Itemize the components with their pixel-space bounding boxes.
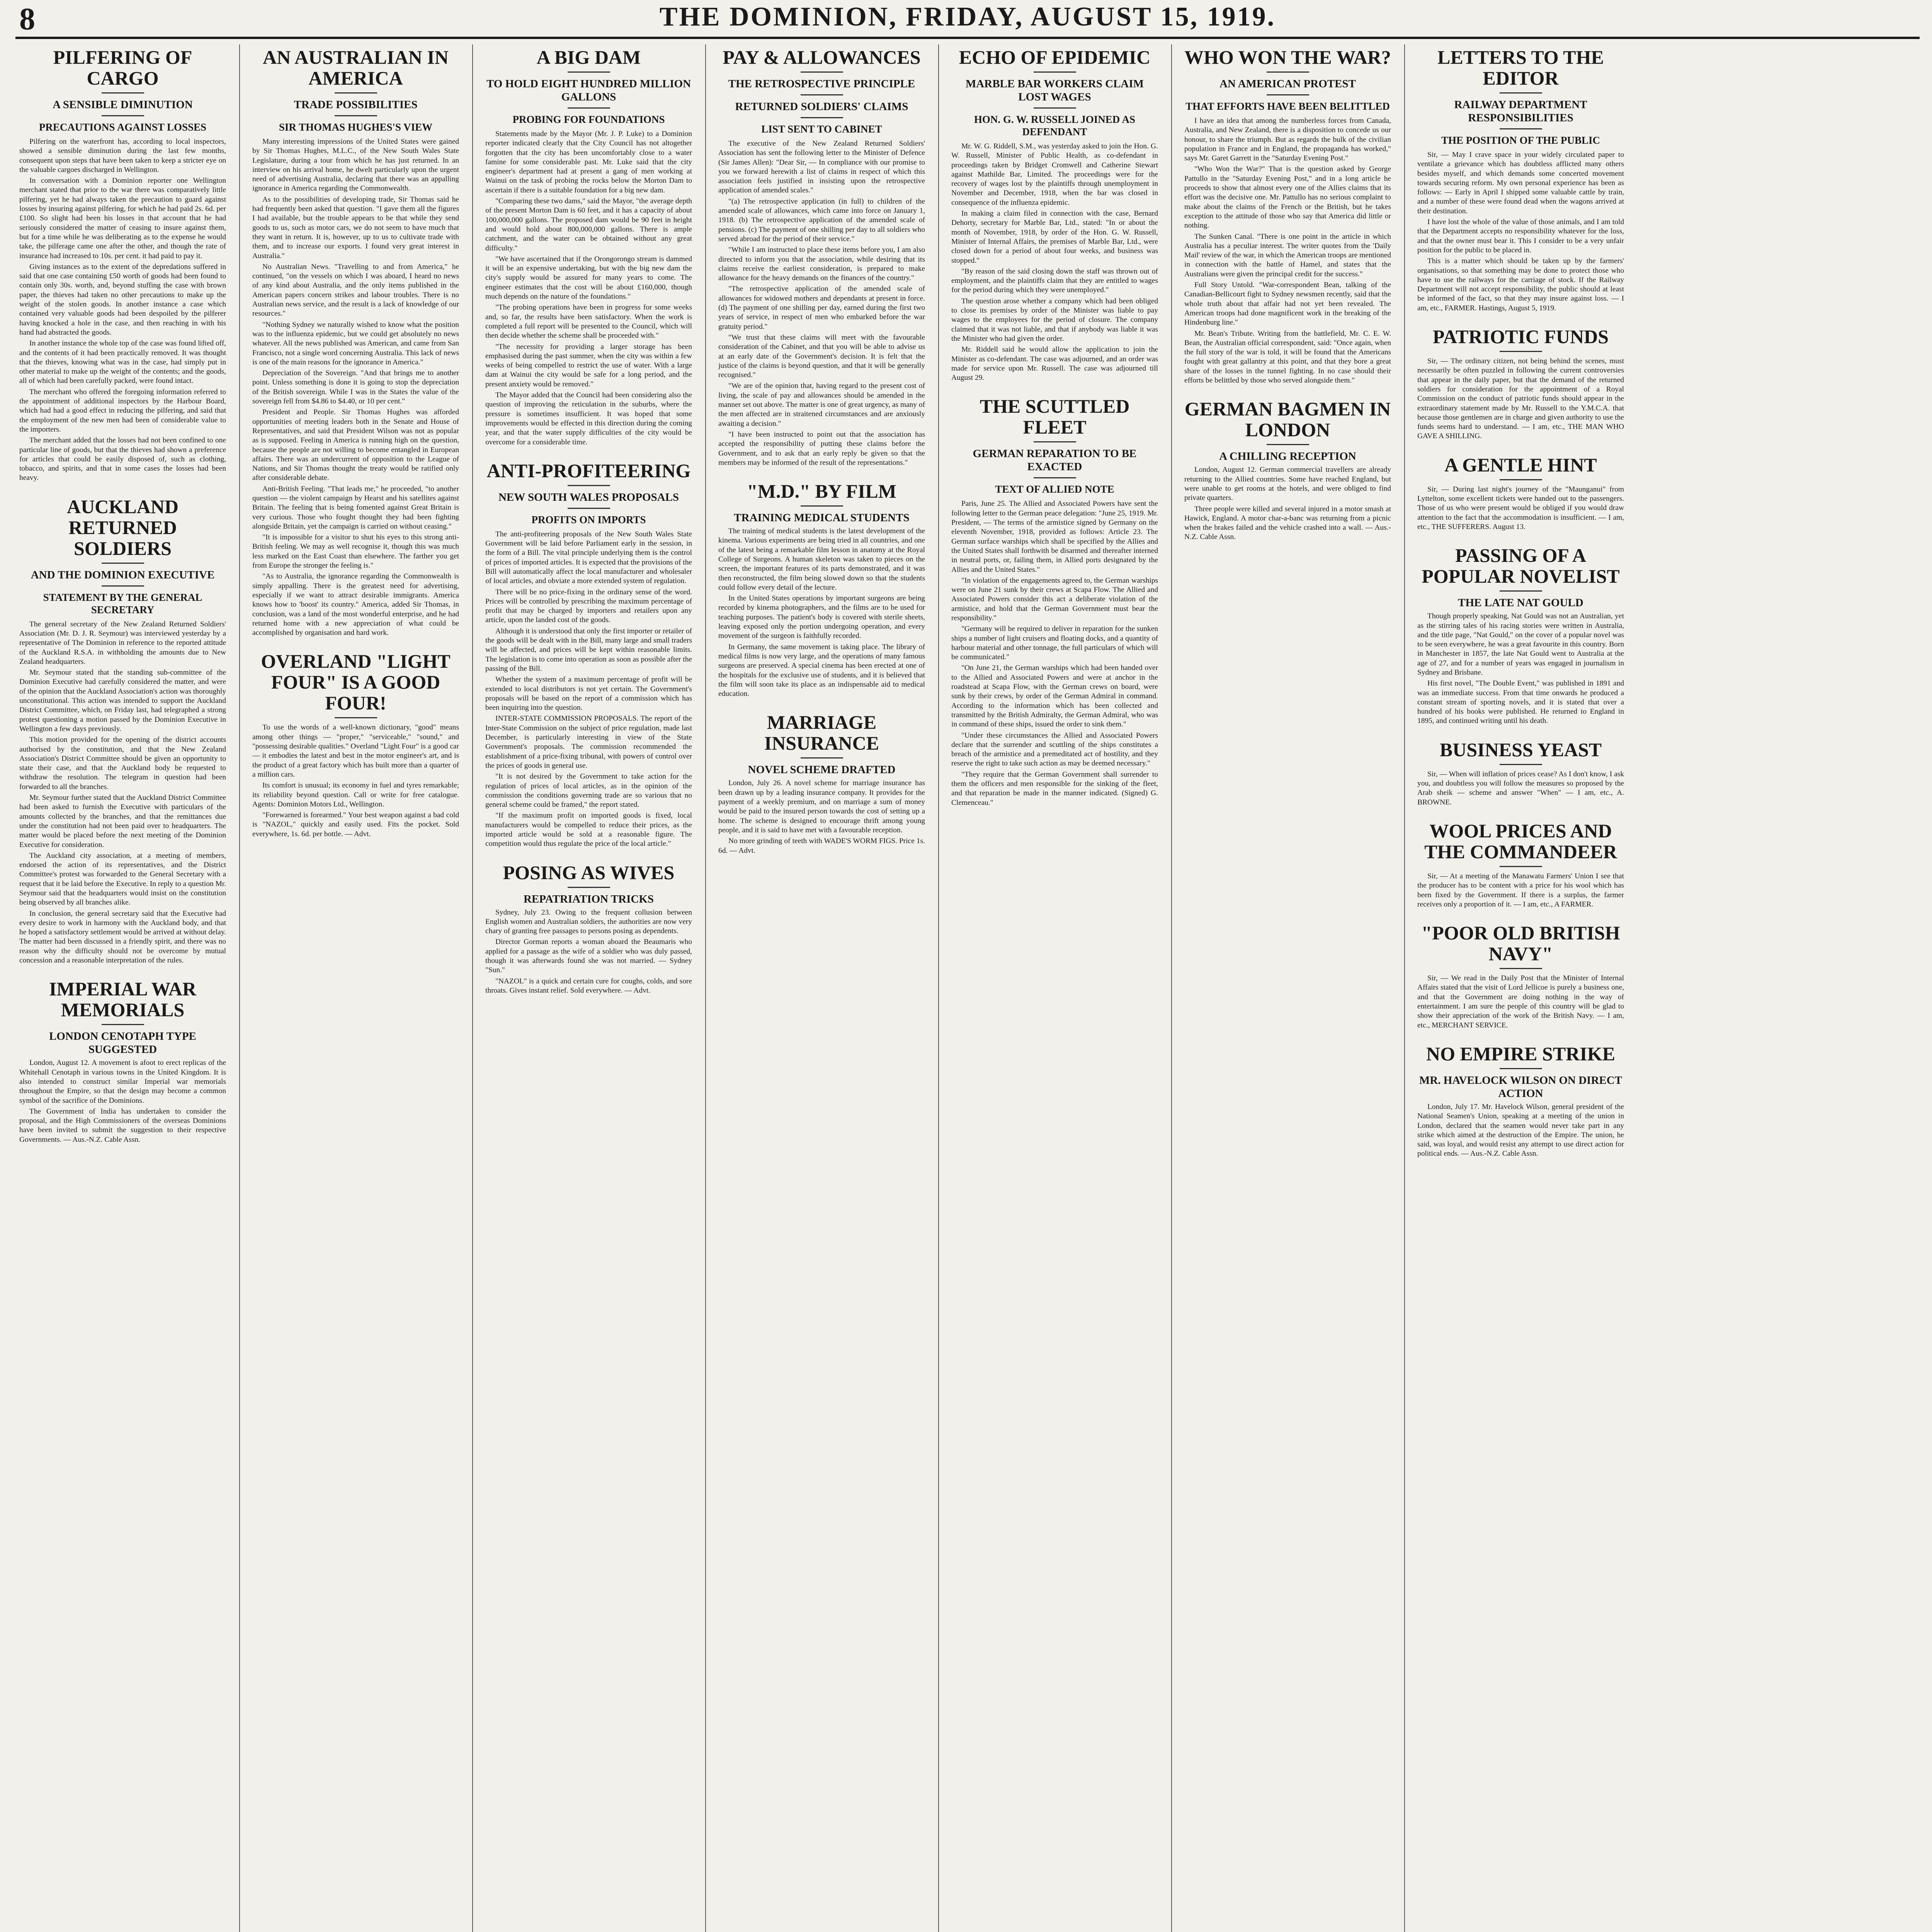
headline: "POOR OLD BRITISH NAVY" xyxy=(1421,922,1620,965)
subheadline: HON. G. W. RUSSELL JOINED AS DEFENDANT xyxy=(974,114,1136,138)
heading-divider xyxy=(1267,444,1309,445)
heading-divider xyxy=(568,887,610,888)
article xyxy=(485,460,692,849)
heading-divider xyxy=(801,71,843,73)
heading-divider xyxy=(1500,351,1542,352)
subheadline: RAILWAY DEPARTMENT RESPONSIBILITIES xyxy=(1454,99,1587,124)
article-paragraph: Director Gorman reports a woman aboard the Beaumaris who applied for a passage as the wife of a soldier who was duly passed, though it was afterwards found she was not married. — Sydney "Sun." xyxy=(485,938,692,975)
subheadline: LONDON CENOTAPH TYPE SUGGESTED xyxy=(49,1030,196,1056)
headline: AUCKLAND RETURNED SOLDIERS xyxy=(67,495,179,559)
article-paragraph: Sir, — We read in the Daily Post that the Minister of Internal Affairs stated that the visit of Lord Jellicoe is purely a business one, and that the Government are doing nothing in the way of entertainment. I am sure the people of this country will be glad to show their appreciation of the work of the British Navy. — I am, etc., MERCHANT SERVICE. xyxy=(1417,974,1624,1029)
article xyxy=(1417,326,1624,441)
article-paragraph: This is a matter which should be taken up by the farmers' organisations, so that something may be done to protect those who have to use the railways for the carriage of stock. If the Railway Department will not accept responsibility, the public should at least be informed of the fact, so that they may insure against loss. — I am, etc., FARMER. Hastings, August 5, 1919. xyxy=(1417,257,1624,312)
heading-divider xyxy=(1500,590,1542,592)
article-paragraph: "I have been instructed to point out that the association has accepted the responsibility of putting these claims before the Government, and to ask that an early reply be given so that the members may be informed of the result of the representations." xyxy=(718,430,925,467)
article-paragraph: The Sunken Canal. "There is one point in the article in which Australia has a peculiar interest. The writer quotes from the 'Daily Mail' review of the war, in which the American troops are mentioned in connection with the battle of Hamel, and states that the Australians were given the principal credit for the success." xyxy=(1184,232,1391,278)
headline: OVERLAND "LIGHT FOUR" IS A GOOD FOUR! xyxy=(261,650,451,714)
article-paragraph: The anti-profiteering proposals of the New South Wales State Government will be laid before Parliament early in the session, in the form of a Bill. The vital principle underlying them is the control of prices of imported articles. It is expected that the provisions of the Bill will automatically affect the local manufacturer and wholesaler of local articles, and obviate a more extended system of regulation. xyxy=(485,530,692,585)
article-paragraph: No more grinding of teeth with WADE'S WORM FIGS. Price 1s. 6d. — Advt. xyxy=(718,837,925,855)
article-paragraph: "We are of the opinion that, having regard to the present cost of living, the scale of pay and allowances should be amended in the manner set out above. The matter is one of great urgency, as many of the men affected are in straitened circumstances and are anxiously awaiting a decision." xyxy=(718,382,925,428)
article-paragraph: The general secretary of the New Zealand Returned Soldiers' Association (Mr. D. J. R. Seymour) was interviewed yesterday by a representative of The Dominion in reference to the reported attitude of the Auckland R.S.A. in withholding the amounts due to New Zealand headquarters. xyxy=(19,620,226,666)
article xyxy=(1417,922,1624,1030)
article xyxy=(19,47,226,483)
article-paragraph: "Germany will be required to deliver in reparation for the sunken ships a number of light cruisers and floating docks, and a quantity of harbour material and other tonnage, the full particulars of which will be communicated." xyxy=(951,625,1158,662)
heading-divider xyxy=(1500,479,1542,480)
article-paragraph: "By reason of the said closing down the staff was thrown out of employment, and the plaintiffs claim that they are entitled to wages for the period during which they were unemployed." xyxy=(951,267,1158,294)
headline: ECHO OF EPIDEMIC xyxy=(959,46,1151,68)
article-paragraph: Sir, — When will inflation of prices cease? As I don't know, I ask you, and doubtless you will follow the measures so proposed by the Arab sheik — scheme and answer "When" — I am, etc., A. BROWNE. xyxy=(1417,770,1624,806)
article-paragraph: Sir, — At a meeting of the Manawatu Farmers' Union I see that the producer has to be content with a price for his wool which has been fixed by the Government. If there is a surplus, the farmer receives only a proportion of it. — I am, etc., A FARMER. xyxy=(1417,872,1624,908)
heading-divider xyxy=(1034,107,1076,109)
heading-divider xyxy=(1267,71,1309,73)
column-3 xyxy=(481,44,696,1932)
article xyxy=(19,496,226,966)
heading-divider xyxy=(335,717,377,718)
subheadline: TRADE POSSIBILITIES xyxy=(294,99,418,111)
subheadline: LIST SENT TO CABINET xyxy=(761,123,882,135)
heading-divider xyxy=(1500,92,1542,94)
article xyxy=(1417,820,1624,909)
heading-divider xyxy=(801,757,843,759)
heading-divider xyxy=(102,1024,144,1025)
article xyxy=(1184,47,1391,385)
heading-divider xyxy=(1034,477,1076,478)
article-paragraph: This motion provided for the opening of the district accounts authorised by the constitution, and that the New Zealand Association's District Committee should be given an opportunity to state their case, and that the Auckland body be requested to withdraw the resolution. The telegram in question had been forwarded to all the branches. xyxy=(19,736,226,791)
masthead xyxy=(15,0,1920,39)
article-paragraph: London, July 17. Mr. Havelock Wilson, general president of the National Seamen's Union, speaking at a meeting of the union in London, declared that the seamen would never take part in any strike which aimed at the destruction of the Empire. The union, he said, was loyal, and would resist any attempt to use direct action for political ends. — Aus.-N.Z. Cable Assn. xyxy=(1417,1102,1624,1158)
article xyxy=(1184,398,1391,542)
article-paragraph: "We trust that these claims will meet with the favourable consideration of the Cabinet, and that you will be able to advise us at an early date of the Government's decision. It is felt that the justice of the claims is beyond question, and that it will be generally recognised." xyxy=(718,333,925,379)
article-paragraph: No Australian News. "Travelling to and from America," he continued, "on the vessels on which I was aboard, I heard no news of any kind about Australia, and the only items published in the American papers concern strikes and labour troubles. There is no Australian news service, and the result is a lack of knowledge of our resources." xyxy=(252,262,459,318)
article xyxy=(718,47,925,468)
heading-divider xyxy=(801,505,843,507)
article-paragraph: There will be no price-fixing in the ordinary sense of the word. Prices will be controlled by prescribing the maximum percentage of profit that may be charged by importers and retailers upon any article, upon the landed cost of the goods. xyxy=(485,588,692,624)
subheadline: GERMAN REPARATION TO BE EXACTED xyxy=(973,447,1137,473)
article-paragraph: Though properly speaking, Nat Gould was not an Australian, yet as the stirring tales of his racing stories were written in Australia, and the title page, "Nat Gould," on the cover of a popular novel was to be seen everywhere, he was a great favourite in this country. Born in Manchester in 1857, the late Nat Gould went to Australia at the age of 27, and for a number of years was engaged in journalism in Sydney and Brisbane. xyxy=(1417,612,1624,677)
article-paragraph: The merchant added that the losses had not been confined to one particular line of goods, but that the thieves had shown a preference for articles that could be easily disposed of, such as clothing, tobacco, and spirits, and that in some cases the losses had been heavy. xyxy=(19,436,226,482)
column-1 xyxy=(15,44,230,1932)
headline: "M.D." BY FILM xyxy=(747,480,896,502)
headline: A GENTLE HINT xyxy=(1444,454,1597,476)
article-paragraph: Although it is understood that only the first importer or retailer of the goods will be dealt with in the Bill, many large and small traders will be affected, and prices will be kept within reasonable limits. The legislation is to come into operation as soon as possible after the passing of the Bill. xyxy=(485,627,692,673)
article xyxy=(19,978,226,1145)
article-paragraph: "Who Won the War?" That is the question asked by George Pattullo in the "Saturday Evening Post," and in a long article he proceeds to show that almost every one of the Allies claims that its effort was the decisive one. Mr. Pattullo has no serious complaint to make about the claims of the French or the British, but he takes exception to the attitude of those who say that America did little or nothing. xyxy=(1184,165,1391,230)
article-paragraph: The question arose whether a company which had been obliged to close its premises by order of the Minister was liable to pay wages to the employees for the period of closure. The company claimed that it was not liable, and that if anybody was liable it was the Minister who had given the order. xyxy=(951,297,1158,343)
column-rule xyxy=(705,44,706,1932)
article xyxy=(1417,47,1624,313)
article-paragraph: "(a) The retrospective application (in full) to children of the amended scale of allowances, which came into force on January 1, 1918. (b) The retrospective application of the amended scale of pensions. (c) The payment of one shilling per day to all soldiers who served abroad for the period of their service." xyxy=(718,197,925,243)
subheadline: REPATRIATION TRICKS xyxy=(523,893,654,905)
column-6 xyxy=(1180,44,1395,1932)
article-paragraph: "NAZOL" is a quick and certain cure for coughs, colds, and sore throats. Gives instant relief. Sold everywhere. — Advt. xyxy=(485,977,692,995)
subheadline: PROBING FOR FOUNDATIONS xyxy=(512,114,665,125)
article-paragraph: I have lost the whole of the value of those animals, and I am told that the Department accepts no responsibility whatever for the loss, and that the owner must bear it. This I consider to be a very unfair position for the public to be placed in. xyxy=(1417,218,1624,254)
heading-divider xyxy=(1500,968,1542,969)
subheadline: A SENSIBLE DIMINUTION xyxy=(53,99,193,111)
article-paragraph: "They require that the German Government shall surrender to them the officers and men responsible for the sinking of the fleet, and that reparation be made in the manner indicated. (Signed) G. Clemenceau." xyxy=(951,770,1158,807)
column-rule xyxy=(938,44,939,1932)
article xyxy=(951,396,1158,808)
article-paragraph: His first novel, "The Double Event," was published in 1891 and was an immediate success. From that time onwards he produced a constant stream of sporting novels, and it is stated that over a hundred of his books were published. He returned to England in 1895, and continued writing until his death. xyxy=(1417,679,1624,725)
article-paragraph: Many interesting impressions of the United States were gained by Sir Thomas Hughes, M.L.C., of the New South Wales State Legislature, during a tour from which he has just returned. In an interview on his arrival home, he dwelt particularly upon the urgent need of advertising Australia, declaring that there was an appalling ignorance in America regarding the Commonwealth. xyxy=(252,138,459,193)
headline: GERMAN BAGMEN IN LONDON xyxy=(1184,398,1391,441)
heading-divider xyxy=(1267,94,1309,95)
article-paragraph: London, August 12. German commercial travellers are already returning to the Allied countries. Some have reached England, but were unable to get rooms at the hotels, and were obliged to find private quarters. xyxy=(1184,466,1391,502)
heading-divider xyxy=(102,115,144,116)
column-rule xyxy=(239,44,240,1932)
article-paragraph: Three people were killed and several injured in a motor smash at Hawick, England. A motor char-a-banc was returning from a picnic when the brakes failed and the vehicle crashed into a wall. — Aus.-N.Z. Cable Assn. xyxy=(1184,505,1391,541)
heading-divider xyxy=(1500,764,1542,765)
heading-divider xyxy=(801,117,843,118)
article-paragraph: Sir, — May I crave space in your widely circulated paper to ventilate a grievance which has doubtless afflicted many others besides myself, and which demands some concerted movement towards securing reform. My own personal experience has been as follows: — Early in April I shipped some valuable cattle by train, and a number of these were found dead when the wagons arrived at their destination. xyxy=(1417,151,1624,215)
article-paragraph: "The probing operations have been in progress for some weeks and, so far, the results have been satisfactory. When the work is completed a full report will be presented to the Council, which will then decide whether the scheme shall be proceeded with." xyxy=(485,303,692,340)
article-paragraph: Statements made by the Mayor (Mr. J. P. Luke) to a Dominion reporter indicated clearly that the City Council has not altogether forgotten that the city has been uncomfortably close to a water famine for some considerable past. Mr. Luke said that the city engineer's department had at present a gang of men working at Wainui on the task of probing the rocks below the Morton Dam to ascertain if there is a suitable foundation for a big new dam. xyxy=(485,130,692,194)
article xyxy=(1417,545,1624,726)
headline: WHO WON THE WAR? xyxy=(1184,46,1391,68)
article xyxy=(252,47,459,638)
heading-divider xyxy=(568,107,610,109)
headline: BUSINESS YEAST xyxy=(1439,738,1602,760)
article-paragraph: Mr. Bean's Tribute. Writing from the battlefield, Mr. C. E. W. Bean, the Australian official correspondent, said: "Once again, when the full story of the war is told, it will be found that the Americans fought with great gallantry at this point, and that they bore a great share of the losses in the tunnel fighting. In no case should their efforts be belittled by those who served alongside them." xyxy=(1184,329,1391,385)
article xyxy=(252,651,459,839)
column-2 xyxy=(248,44,463,1932)
article-paragraph: Sydney, July 23. Owing to the frequent collusion between English women and Australian soldiers, the authorities are now very chary of granting free passages to persons posing as dependents. xyxy=(485,908,692,935)
article-paragraph: "Comparing these two dams," said the Mayor, "the average depth of the present Morton Dam is 60 feet, and it has a capacity of about 100,000,000 gallons. The proposed dam would be 90 feet in height and would hold about 800,000,000 gallons. There is ample catchment, and the water can be obtained without any great difficulty." xyxy=(485,197,692,252)
headline: PILFERING OF CARGO xyxy=(53,46,192,89)
article-paragraph: The merchant who offered the foregoing information referred to the appointment of additional inspectors by the Harbour Board, which had had a good effect in reducing the pilfering, and said that the employment of the new men had been of considerable value to the importers. xyxy=(19,388,226,434)
article xyxy=(1417,1043,1624,1159)
column-rule xyxy=(1404,44,1405,1932)
article-paragraph: Pilfering on the waterfront has, according to local inspectors, showed a sensible diminution during the last few months, consequent upon steps that have been taken to keep a stricter eye on the valuable cargoes discharged in Wellington. xyxy=(19,138,226,174)
article-paragraph: In conversation with a Dominion reporter one Wellington merchant stated that prior to the war there was comparatively little pilfering, yet he had always taken the precaution to guard against losses by insuring against pilfering, for which he had paid 2s. 6d. per £100. So slight had been his losses in that account that he had seriously considered the matter of ceasing to insure against them, but for a time while he was deliberating as to the expense he would take, the pilferage came one after the other, and though the rate of insurance had increased to 10s. per cent. it had paid to pay it. xyxy=(19,177,226,260)
article-paragraph: Whether the system of a maximum percentage of profit will be extended to local distributors is not yet certain. The Government's proposals will be based on the report of a commission which has been inquiring into the question. xyxy=(485,675,692,712)
subheadline: TO HOLD EIGHT HUNDRED MILLION GALLONS xyxy=(486,78,691,103)
subheadline: TRAINING MEDICAL STUDENTS xyxy=(734,512,910,524)
article xyxy=(1417,739,1624,807)
headline: AN AUSTRALIAN IN AMERICA xyxy=(263,46,449,89)
heading-divider xyxy=(568,485,610,486)
article-paragraph: INTER-STATE COMMISSION PROPOSALS. The report of the Inter-State Commission on the subject of price regulation, made last December, is particularly interesting in view of the State Government's proposals. The commission recommended the establishment of a price-fixing tribunal, with powers of control over the prices of goods in general use. xyxy=(485,714,692,770)
article-paragraph: "The necessity for providing a larger storage has been emphasised during the past summer, when the city was within a few weeks of being compelled to restrict the use of water. With a large dam at Wainui the city would be safe for a long period, and the present anxiety would be removed." xyxy=(485,342,692,388)
headline: PASSING OF A POPULAR NOVELIST xyxy=(1422,544,1620,587)
article xyxy=(485,862,692,996)
heading-divider xyxy=(335,92,377,94)
headline: WOOL PRICES AND THE COMMANDEER xyxy=(1424,820,1617,862)
subheadline: THE RETROSPECTIVE PRINCIPLE xyxy=(728,78,915,90)
column-7 xyxy=(1413,44,1628,1932)
newspaper-title: THE DOMINION, FRIDAY, AUGUST 15, 1919. xyxy=(659,2,1276,32)
article-paragraph: "If the maximum profit on imported goods is fixed, local manufacturers would be compelled to reduce their prices, as the imported article would be sold at a reasonable figure. The competition would thus regulate the price of the local article." xyxy=(485,811,692,848)
article-paragraph: Mr. Seymour further stated that the Auckland District Committee had been asked to furnish the Executive with particulars of the amounts collected by the branches, and that the remittances due under the constitution had not been paid over to headquarters. The matter would be placed before the next meeting of the Dominion Executive for consideration. xyxy=(19,794,226,849)
article-paragraph: "It is not desired by the Government to take action for the regulation of prices of local articles, as in the opinion of the commission the conditions governing trade are so various that no general scheme could be framed," the report stated. xyxy=(485,772,692,809)
heading-divider xyxy=(1500,866,1542,867)
article-paragraph: "While I am instructed to place these items before you, I am also directed to inform you that the association, while desiring that its claims receive the earliest consideration, is prepared to make allowance for the heavy demands on the finances of the country." xyxy=(718,246,925,282)
article-paragraph: President and People. Sir Thomas Hughes was afforded opportunities of meeting leaders both in the Senate and House of Representatives, and said that President Wilson was not as popular as is supposed. Feeling in America is running high on the question, because the people are not willing to become entangled in European affairs. There was an undercurrent of opposition to the League of Nations, and Sir Thomas thought the treaty would be ratified only after considerable debate. xyxy=(252,408,459,482)
subheadline: STATEMENT BY THE GENERAL SECRETARY xyxy=(43,591,202,616)
article-paragraph: "It is impossible for a visitor to shut his eyes to this strong anti-British feeling. We may as well recognise it, though this was much less marked on the East Coast than elsewhere. The farther you get from Europe the stronger the feeling is." xyxy=(252,533,459,570)
column-rule xyxy=(472,44,473,1932)
heading-divider xyxy=(1034,71,1076,73)
article-paragraph: In the United States operations by important surgeons are being recorded by kinema photographers, and the films are to be used for teaching purposes. The patient's body is covered with sterile sheets, leaving exposed only the portion undergoing operation, and every movement of the surgeon is faithfully recorded. xyxy=(718,594,925,640)
article-paragraph: The Government of India has undertaken to consider the proposal, and the High Commissioners of the overseas Dominions have been invited to submit the suggestion to their respective Governments. — Aus.-N.Z. Cable Assn. xyxy=(19,1107,226,1144)
headline: A BIG DAM xyxy=(536,46,641,68)
article xyxy=(718,481,925,699)
subheadline: PROFITS ON IMPORTS xyxy=(531,514,646,526)
heading-divider xyxy=(1034,441,1076,442)
headline: ANTI-PROFITEERING xyxy=(486,459,691,481)
headline: IMPERIAL WAR MEMORIALS xyxy=(49,978,197,1021)
heading-divider xyxy=(568,71,610,73)
article xyxy=(1417,454,1624,532)
column-5 xyxy=(947,44,1162,1932)
headline: NO EMPIRE STRIKE xyxy=(1426,1043,1615,1065)
article-paragraph: Its comfort is unusual; its economy in fuel and tyres remarkable; its reliability beyond question. Call or write for free catalogue. Agents: Dominion Motors Ltd., Wellington. xyxy=(252,781,459,808)
subheadline: RETURNED SOLDIERS' CLAIMS xyxy=(735,100,908,113)
article-paragraph: "Nothing Sydney we naturally wished to know what the position was to the influenza epidemic, but we could get absolutely no news whatever. All the news published was American, and came from San Francisco, not a single word concerning Australia. This lack of news is one of the main reasons for the ignorance in America." xyxy=(252,320,459,366)
heading-divider xyxy=(568,508,610,509)
subheadline: THE POSITION OF THE PUBLIC xyxy=(1441,134,1600,146)
subheadline: THAT EFFORTS HAVE BEEN BELITTLED xyxy=(1185,100,1390,112)
subheadline: AND THE DOMINION EXECUTIVE xyxy=(31,568,215,581)
article-paragraph: "As to Australia, the ignorance regarding the Commonwealth is simply appalling. There is the greatest need for advertising, especially if we want to attract desirable immigrants. America knows how to 'boost' its country." America, added Sir Thomas, in conclusion, was a land of the most wonderful enterprise, and he had returned home with a new appreciation of what could be accomplished by organisation and hard work. xyxy=(252,572,459,637)
headline: PAY & ALLOWANCES xyxy=(723,46,921,68)
article-paragraph: Depreciation of the Sovereign. "And that brings me to another point. Unless something is done it is going to stop the depreciation of the British sovereign. While I was in the States the value of the sovereign fell from $4.86 to $4.40, or 10 per cent." xyxy=(252,369,459,406)
article-paragraph: "Forewarned is forearmed." Your best weapon against a bad cold is "NAZOL," quickly and easily used. Fits the pocket. Sold everywhere, 1s. 6d. per bottle. — Advt. xyxy=(252,811,459,838)
headline: THE SCUTTLED FLEET xyxy=(980,395,1130,438)
article-paragraph: Sir, — The ordinary citizen, not being behind the scenes, must necessarily be often puzzled in following the current controversies that appear in the daily paper, but that the demand of the returned soldiers for consideration for the appointment of a Royal Commission on the conduct of patriotic funds should appear in the extraordinary statement made by Mr. Russell to the Y.M.C.A. that because those gentlemen are in charge and given authority to use the funds seems hard to understand. — I am, etc., THE MAN WHO GAVE A SHILLING. xyxy=(1417,357,1624,440)
article-paragraph: The training of medical students is the latest development of the kinema. Various experiments are being tried in all countries, and one of the latest being a remarkable film lesson in anatomy at the Royal College of Surgeons. A human skeleton was taken to pieces on the screen, the important features of its parts demonstrated, and it was then reconstructed, the film being slowed down so that the students could follow every detail of the lecture. xyxy=(718,527,925,592)
heading-divider xyxy=(1500,1068,1542,1069)
headline: POSING AS WIVES xyxy=(503,861,675,883)
article-paragraph: As to the possibilities of developing trade, Sir Thomas said he had frequently been asked that question. "I gave them all the figures I had available, but the trouble appears to be that while they send goods to us, such as motor cars, we do not seem to have much that they want in return. It is, however, up to us to cultivate trade with them, and to increase our exports. I found very great interest in Australia." xyxy=(252,195,459,260)
article-paragraph: "Under these circumstances the Allied and Associated Powers declare that the surrender and scuttling of the ships constitutes a breach of the armistice and a premeditated act of hostility, and they reserve the right to take such action as may be deemed necessary." xyxy=(951,731,1158,768)
subheadline: TEXT OF ALLIED NOTE xyxy=(995,483,1114,495)
headline: PATRIOTIC FUNDS xyxy=(1432,326,1609,348)
heading-divider xyxy=(102,585,144,587)
subheadline: A CHILLING RECEPTION xyxy=(1219,450,1356,463)
article-paragraph: Full Story Untold. "War-correspondent Bean, talking of the Canadian-Bellicourt fight to Sydney newsmen recently, said that the whole truth about that affair had not yet been revealed. The American troops had done magnificent work in the breaking of the Hindenburg line." xyxy=(1184,281,1391,327)
article-paragraph: I have an idea that among the numberless forces from Canada, Australia, and New Zealand, there is a disposition to concede us our honour, to share the triumph. But as regards the bulk of the civilian population in France and in England, the propaganda has worked," says Mr. Garet Garrett in the "Saturday Evening Post." xyxy=(1184,117,1391,163)
article-paragraph: In conclusion, the general secretary said that the Executive had every desire to work in harmony with the Auckland body, and that he hoped a satisfactory settlement would be arrived at without delay. The matter had been discussed in a friendly spirit, and there was no reason why the difficulty should not be overcome by mutual concession and a reasonable interpretation of the rules. xyxy=(19,909,226,965)
heading-divider xyxy=(102,563,144,564)
subheadline: NOVEL SCHEME DRAFTED xyxy=(748,764,896,776)
article-paragraph: London, July 26. A novel scheme for marriage insurance has been drawn up by a leading insurance company. It provides for the payment of a weekly premium, and on marriage a sum of money would be paid to the insured person towards the cost of setting up a home. The scheme is designed to encourage thrift among young people, and it is said to have met with a favourable reception. xyxy=(718,779,925,834)
article-paragraph: Anti-British Feeling. "That leads me," he proceeded, "to another question — the violent campaign by Hearst and his satellites against Britain. The feeling that is being fomented against Great Britain is very curious. Those who fought thought they had been fighting alongside Britain, yet the campaign is carried on without ceasing." xyxy=(252,485,459,531)
article-paragraph: Giving instances as to the extent of the depredations suffered in said that one case containing £50 worth of goods had been found to contain only 30s. worth, and, beyond stuffing the case with brown paper, the thieves had taken no other precautions to make up the weight of the stolen goods. In another instance a case which contained very valuable goods had been despoiled by the pilferer having knocked a hole in the case, and then reaching in with his hand had abstracted the goods. xyxy=(19,262,226,337)
article-paragraph: Sir, — During last night's journey of the "Maunganui" from Lyttelton, some excellent tickets were handed out to the passengers. Those of us who were present would be obliged if you would draw attention to the fact that the accommodation is insufficient. — I am, etc., THE SUFFERERS. August 13. xyxy=(1417,485,1624,531)
subheadline: THE LATE NAT GOULD xyxy=(1458,597,1583,609)
article-paragraph: London, August 12. A movement is afoot to erect replicas of the Whitehall Cenotaph in various towns in the United Kingdom. It is also intended to construct similar Imperial war memorials throughout the Empire, so that the design may become a common symbol of the sacrifice of the Dominions. xyxy=(19,1059,226,1105)
article-paragraph: Paris, June 25. The Allied and Associated Powers have sent the following letter to the German peace delegation: "June 25, 1919. Mr. President, — The terms of the armistice signed by Germany on the eleventh November, 1918, provided as follows: Article 23. The German surface warships which shall be specified by the Allies and the United States shall forthwith be disarmed and thereafter interned in neutral ports, or, failing them, in Allied ports designated by the Allies and the United States." xyxy=(951,500,1158,574)
article-paragraph: "We have ascertained that if the Orongorongo stream is dammed it will be an expensive undertaking, but with the big new dam the city's supply would be assured for many years to come. The engineer estimates that the cost will be about £160,000, though much depends on the nature of the foundations." xyxy=(485,255,692,301)
article-paragraph: The executive of the New Zealand Returned Soldiers' Association has sent the following letter to the Minister of Defence (Sir James Allen): "Dear Sir, — In compliance with our promise to you we forward herewith a list of claims in respect of which this association feels justified in insisting upon the retrospective application of amended scales." xyxy=(718,139,925,195)
article-paragraph: Mr. Seymour stated that the standing sub-committee of the Dominion Executive had carefully considered the matter, and were of the opinion that the Auckland Association's action was thoroughly unconstitutional. This action was intended to support the Auckland District Committee, which, on Friday last, had telegraphed a strong protest questioning a motion passed by the Dominion Executive in Wellington a few days previously. xyxy=(19,668,226,733)
heading-divider xyxy=(801,94,843,95)
article-paragraph: In another instance the whole top of the case was found lifted off, and the contents of it had been practically removed. It was thought that the thieves, knowing what was in the case, had simply put in other material to make up the weight of the contents; and the goods, all of which had been carefully packed, were found intact. xyxy=(19,339,226,385)
article-paragraph: In Germany, the same movement is taking place. The library of medical films is now very large, and the operations of many famous surgeons are preserved. A special cinema has been erected at one of the hospitals for the exclusive use of students, and it is believed that the film will soon take its place as an indispensable aid to medical education. xyxy=(718,643,925,698)
article-paragraph: "On June 21, the German warships which had been handed over to the Allied and Associated Powers and were at anchor in the roadstead at Scapa Flow, with the German crews on board, were sunk by their crews, by order of the German Admiral in command. According to the information which has been collected and transmitted by the British Admiralty, the German Admiral, who was in command of these ships, issued the order to sink them." xyxy=(951,664,1158,729)
page-number: 8 xyxy=(19,1,35,36)
article-paragraph: The Auckland city association, at a meeting of members, endorsed the action of its representatives, and the District Committee's protest was forwarded to the General Secretary with a request that it be laid before the Executive. In reply to a question Mr. Seymour said that the headquarters would insist on the constitution being observed by all branches alike. xyxy=(19,851,226,907)
column-rule xyxy=(1171,44,1172,1932)
subheadline: SIR THOMAS HUGHES'S VIEW xyxy=(279,121,433,133)
heading-divider xyxy=(335,115,377,116)
article-paragraph: The Mayor added that the Council had been considering also the question of improving the reticulation in the suburbs, where the pressure is sometimes insufficient. It was hoped that some improvements would be effected in this direction during the coming year, and that the water supply difficulties of the city would be overcome for a considerable time. xyxy=(485,391,692,446)
article xyxy=(485,47,692,447)
headline: LETTERS TO THE EDITOR xyxy=(1437,46,1604,89)
subheadline: MARBLE BAR WORKERS CLAIM LOST WAGES xyxy=(965,78,1144,103)
subheadline: AN AMERICAN PROTEST xyxy=(1219,78,1356,90)
subheadline: MR. HAVELOCK WILSON ON DIRECT ACTION xyxy=(1419,1074,1622,1100)
article-paragraph: To use the words of a well-known dictionary, "good" means among other things — "proper," "serviceable," "sound," and "possessing desirable qualities." Overland "Light Four" is a good car — it embodies the latest and best in the motor engineer's art, and is the product of a great factory which has built more than a quarter of a million cars. xyxy=(252,723,459,779)
article xyxy=(718,712,925,855)
subheadline: NEW SOUTH WALES PROPOSALS xyxy=(498,491,679,503)
column-4 xyxy=(714,44,929,1932)
subheadline: PRECAUTIONS AGAINST LOSSES xyxy=(39,121,207,133)
article-paragraph: In making a claim filed in connection with the case, Bernard Dehorty, secretary for Marble Bar, Ltd., stated: "In or about the month of November, 1918, by order of the Hon. G. W. Russell, Minister of Internal Affairs, the premises of Marble Bar, Ltd., were closed down for a period of about four weeks, and business was stopped." xyxy=(951,209,1158,265)
heading-divider xyxy=(1500,128,1542,129)
headline: MARRIAGE INSURANCE xyxy=(764,711,879,754)
article-paragraph: "In violation of the engagements agreed to, the German warships were on June 21 sunk by their crews at Scapa Flow. The Allied and Associated Powers consider this act a deliberate violation of the armistice, and hold that the German Government must bear the responsibility." xyxy=(951,576,1158,622)
article-paragraph: Mr. W. G. Riddell, S.M., was yesterday asked to join the Hon. G. W. Russell, Minister of Public Health, as co-defendant in proceedings taken by Bridget Cromwell and Catherine Stewart against Mathilde Bar, Limited. The proceedings were for the recovery of wages lost by the plaintiffs through unemployment in November and December, 1918, when the bar was closed in consequence of the influenza epidemic. xyxy=(951,142,1158,207)
article-paragraph: Mr. Riddell said he would allow the application to join the Minister as co-defendant. The case was adjourned, and an order was made for service upon Mr. Russell. The case was adjourned till August 29. xyxy=(951,345,1158,382)
article xyxy=(951,47,1158,383)
article-paragraph: "The retrospective application of the amended scale of allowances for widowed mothers and dependants at present in force. (d) The payment of one shilling per day, earned during the first two years of service, in respect of men who embarked before the war gratuity period." xyxy=(718,285,925,331)
heading-divider xyxy=(102,92,144,94)
